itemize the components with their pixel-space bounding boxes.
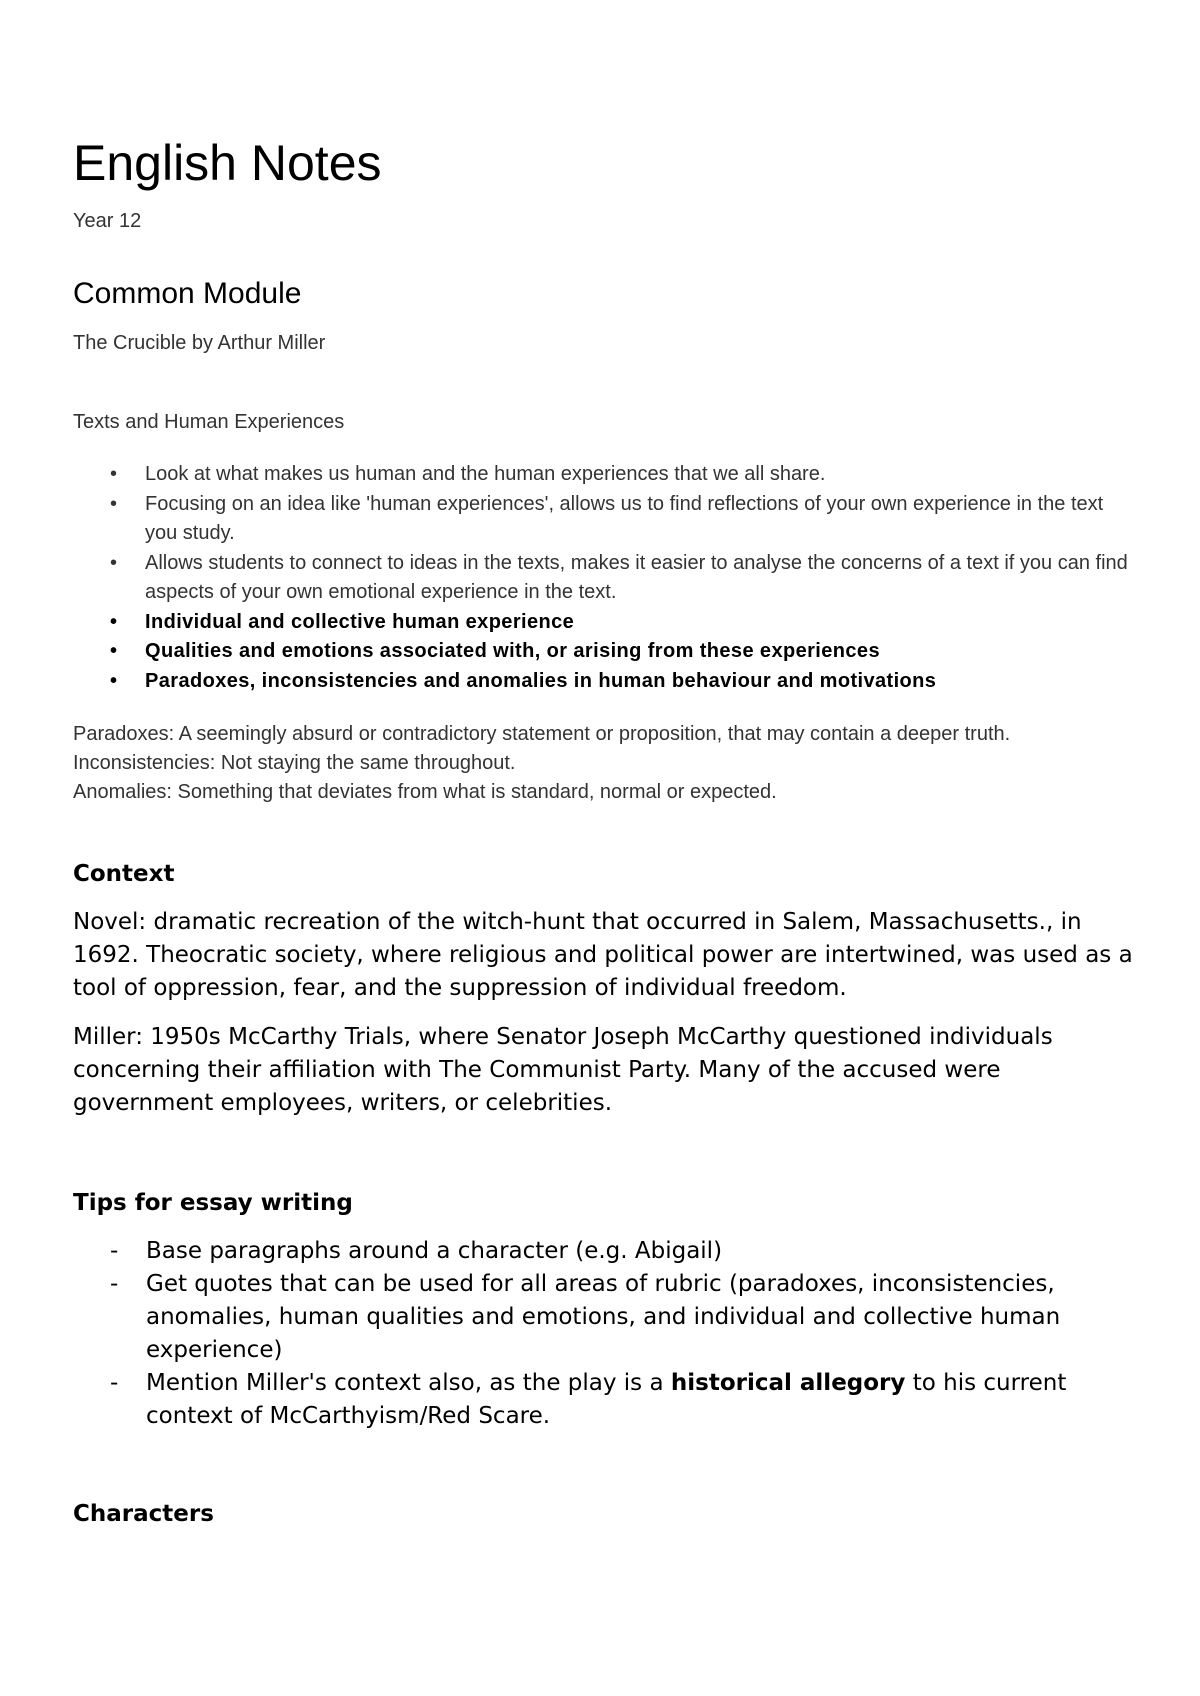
characters-heading: Characters — [73, 1501, 214, 1527]
list-item: • Qualities and emotions associated with, or arising from these experiences — [73, 637, 1133, 667]
list-item — [73, 1367, 1153, 1433]
bullet-icon: • — [110, 551, 118, 574]
list-item: • Focusing on an idea like 'human experiences', allows us to find reflections of your own experience in the text you study. — [73, 490, 1133, 549]
dash-icon: - — [110, 1271, 119, 1297]
list-item: • Paradoxes, inconsistencies and anomalies in human behaviour and motivations — [73, 667, 1133, 697]
document-title: English Notes — [73, 135, 382, 191]
module-heading: Common Module — [73, 277, 302, 310]
context-paragraph-novel: Novel: dramatic recreation of the witch-hunt that occurred in Salem, Massachusetts., in 1692. Theocratic society, where religious and political power are intertwined, was used as a tool of oppression, fear, and the suppression of individual freedom. — [73, 909, 1133, 1001]
texts-subheading: Texts and Human Experiences — [73, 411, 345, 433]
tip-context-bold: historical allegory — [670, 1370, 906, 1396]
tips-heading: Tips for essay writing — [73, 1190, 353, 1216]
context-paragraph-miller: Miller: 1950s McCarthy Trials, where Senator Joseph McCarthy questioned individuals concerning their affiliation with The Communist Party. Many of the accused were government employees, writers, or celebrities. — [73, 1024, 1053, 1116]
bullet-icon: • — [110, 640, 118, 662]
bullet-icon: • — [110, 463, 118, 485]
bullet-icon: • — [110, 669, 118, 692]
definitions — [73, 720, 1153, 807]
definition-inconsistencies: Inconsistencies: Not staying the same throughout. — [73, 752, 516, 774]
list-item: - Base paragraphs around a character (e.g. Abigail) — [73, 1235, 1153, 1268]
bullet-icon: • — [110, 492, 118, 515]
dash-icon: - — [110, 1370, 119, 1396]
bullet-icon: • — [110, 610, 118, 633]
definition-paradoxes: Paradoxes: A seemingly absurd or contradictory statement or proposition, that may contain a deeper truth. — [73, 723, 1011, 745]
experiences-list — [73, 460, 1133, 696]
tip-context-after: to his current context of McCarthyism/Red Scare. — [146, 1370, 1067, 1429]
list-item: • Allows students to connect to ideas in the texts, makes it easier to analyse the concerns of a text if you can find aspects of your own emotional experience in the text. — [73, 549, 1133, 608]
year-label: Year 12 — [73, 210, 142, 232]
context-heading: Context — [73, 861, 175, 887]
definition-anomalies: Anomalies: Something that deviates from what is standard, normal or expected. — [73, 781, 777, 803]
tip-context-before: Mention Miller's context also, as the play is a — [146, 1370, 664, 1396]
dash-icon: - — [110, 1238, 119, 1264]
list-item: - Get quotes that can be used for all areas of rubric (paradoxes, inconsistencies, anomalies, human qualities and emotions, and individual and collective human experience) — [73, 1268, 1153, 1367]
tips-list — [73, 1235, 1153, 1433]
book-title: The Crucible by Arthur Miller — [73, 332, 326, 354]
list-item: • Look at what makes us human and the human experiences that we all share. — [73, 460, 1133, 490]
list-item: • Individual and collective human experience — [73, 608, 1133, 638]
